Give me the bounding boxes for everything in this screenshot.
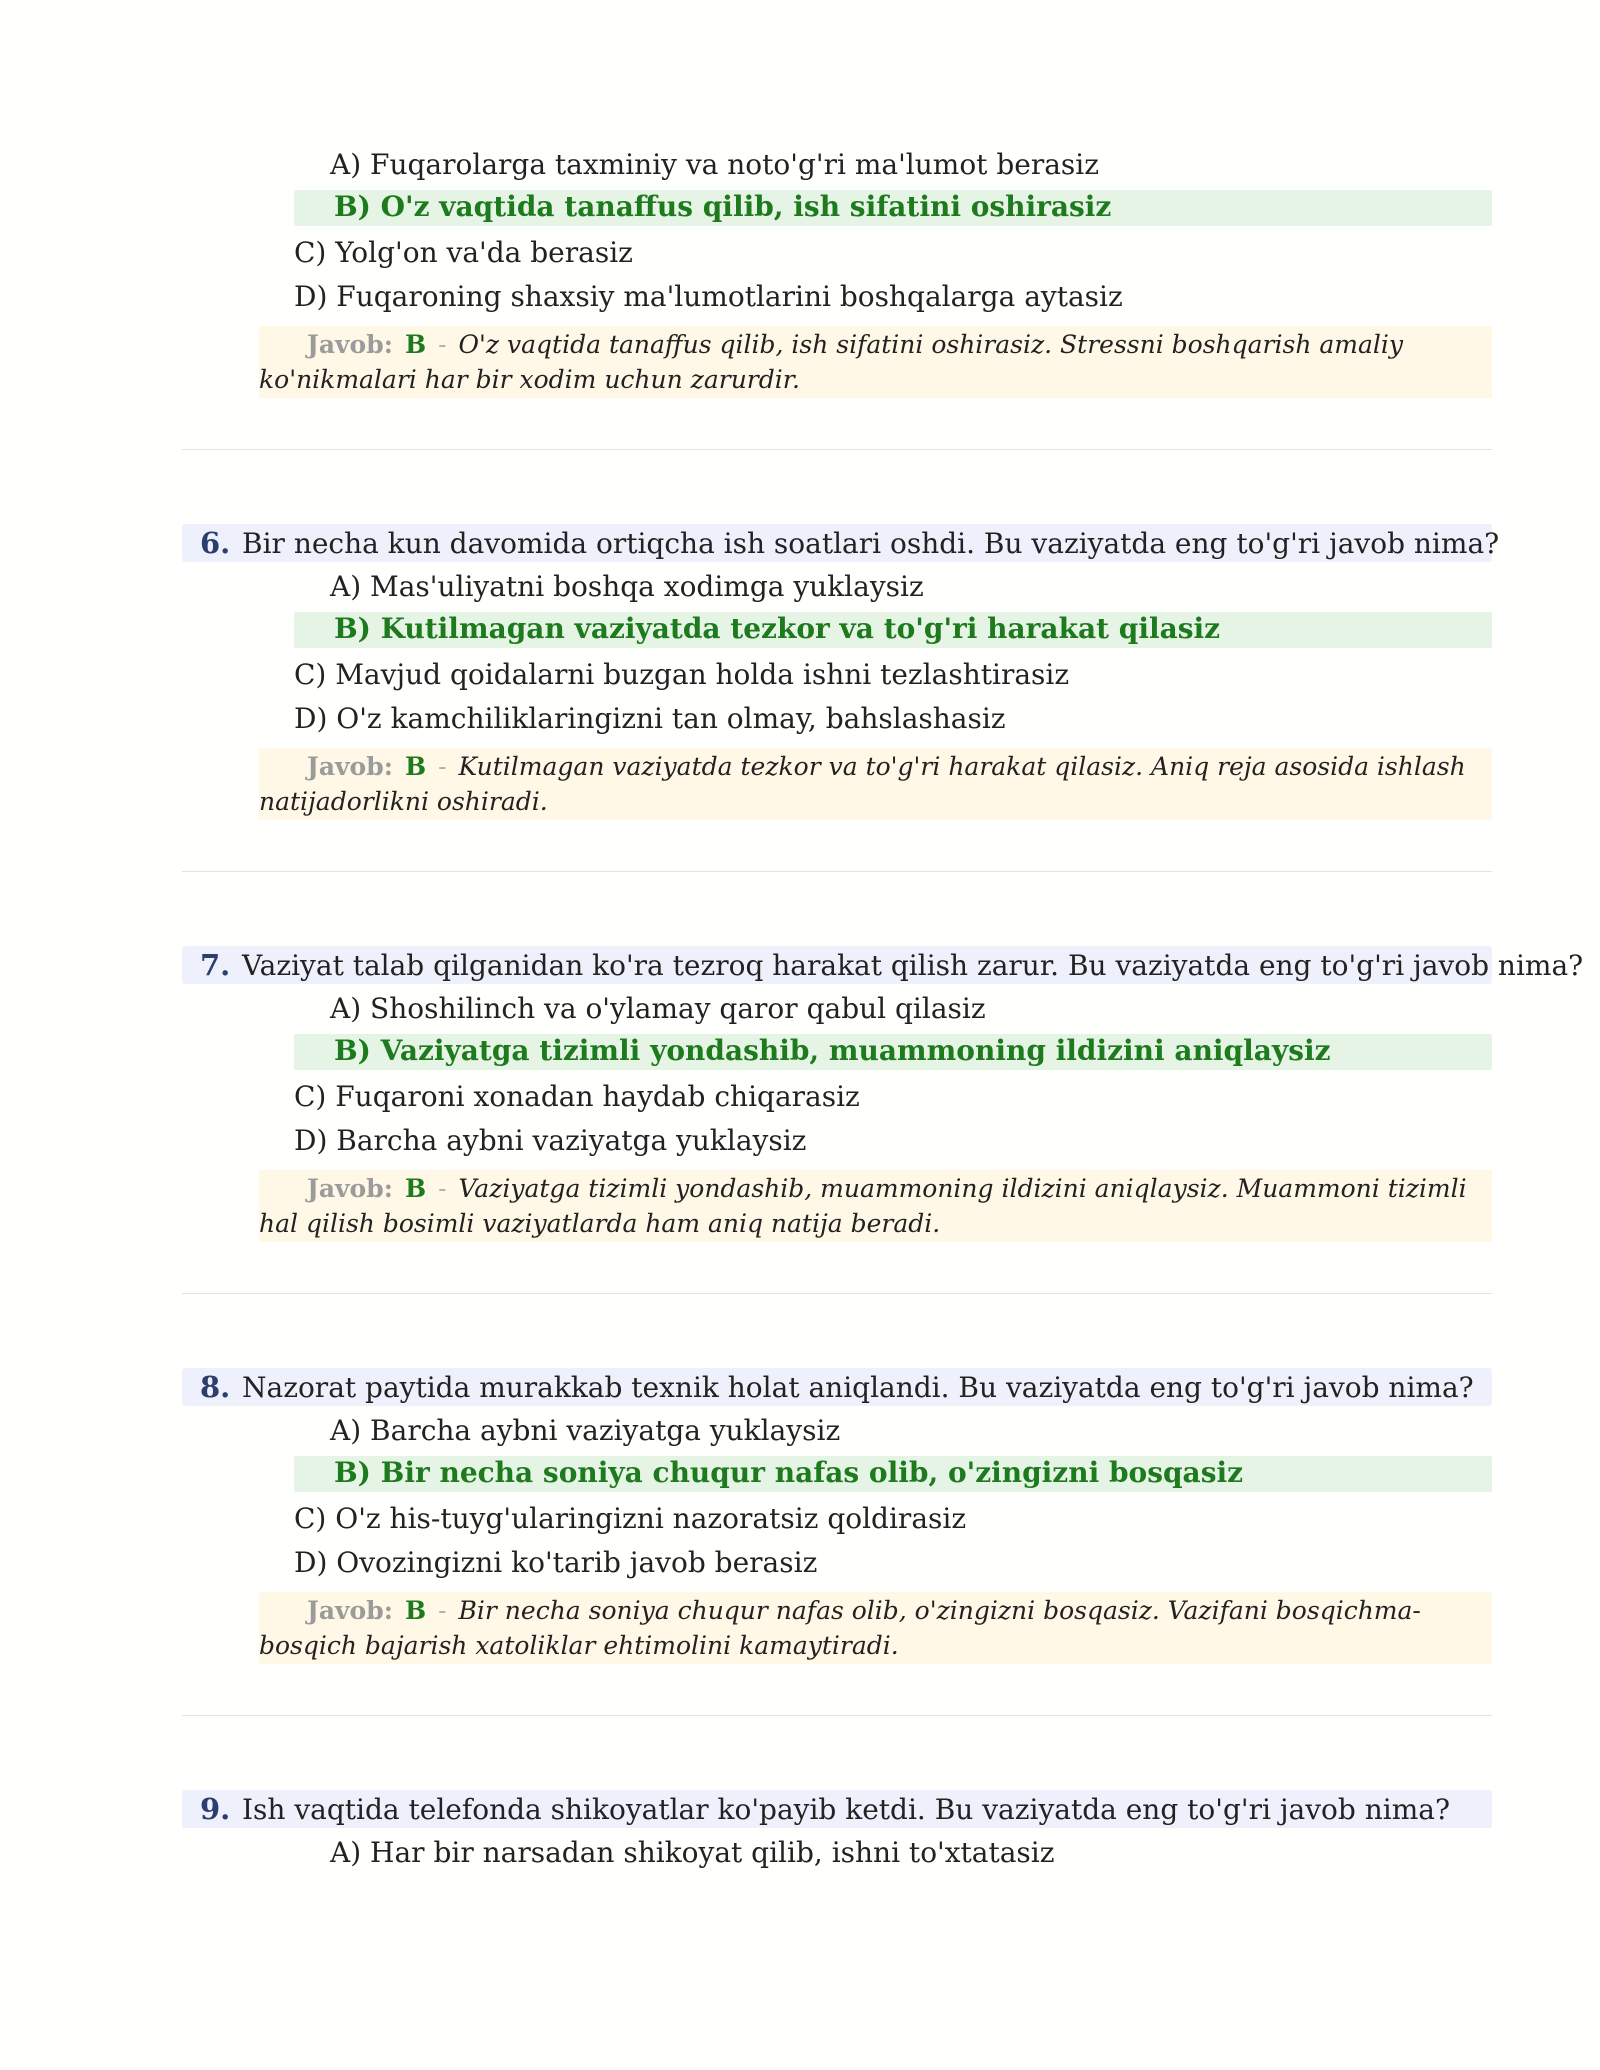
option-d: D) Ovozingizni ko'tarib javob berasiz <box>294 1546 818 1579</box>
option-a: A) Fuqarolarga taxminiy va noto'g'ri ma'lumot berasiz <box>330 148 1099 181</box>
answer-explanation: O'z vaqtida tanaffus qilib, ish sifatini oshirasiz. Stressni boshqarish amaliy ko'nikmalari har bir xodim uchun zarurdir. <box>259 330 1404 394</box>
question-line <box>182 1790 1492 1828</box>
answer-box <box>259 326 1492 398</box>
option-c: C) Mavjud qoidalarni buzgan holda ishni tezlashtirasiz <box>294 658 1070 691</box>
question-text: Ish vaqtida telefonda shikoyatlar ko'payib ketdi. Bu vaziyatda eng to'g'ri javob nima? <box>242 1793 1450 1826</box>
answer-letter: B <box>404 752 427 781</box>
answer-label: Javob: <box>307 1174 393 1203</box>
question-text: Bir necha kun davomida ortiqcha ish soatlari oshdi. Bu vaziyatda eng to'g'ri javob nima? <box>242 527 1500 560</box>
answer-dash: - <box>438 1174 447 1203</box>
question-text: Nazorat paytida murakkab texnik holat aniqlandi. Bu vaziyatda eng to'g'ri javob nima? <box>242 1371 1474 1404</box>
option-d: D) Fuqaroning shaxsiy ma'lumotlarini boshqalarga aytasiz <box>294 280 1123 313</box>
answer-dash: - <box>438 752 447 781</box>
answer-box <box>259 1592 1492 1664</box>
question-number: 8. <box>200 1370 231 1404</box>
answer-label: Javob: <box>307 330 393 359</box>
answer-letter: B <box>404 1174 427 1203</box>
divider <box>182 1715 1492 1716</box>
option-d: D) Barcha aybni vaziyatga yuklaysiz <box>294 1124 807 1157</box>
option-b-correct <box>294 1456 1492 1492</box>
answer-label: Javob: <box>307 752 393 781</box>
option-b-correct <box>294 612 1492 648</box>
answer-explanation: Kutilmagan vaziyatda tezkor va to'g'ri harakat qilasiz. Aniq reja asosida ishlash natijadorlikni oshiradi. <box>259 752 1466 816</box>
option-b-label: B) Vaziyatga tizimli yondashib, muammoning ildizini aniqlaysiz <box>334 1034 1331 1067</box>
option-c: C) Fuqaroni xonadan haydab chiqarasiz <box>294 1080 860 1113</box>
option-d: D) O'z kamchiliklaringizni tan olmay, bahslashasiz <box>294 702 1006 735</box>
answer-box <box>259 748 1492 820</box>
question-number: 7. <box>200 948 231 982</box>
question-number: 9. <box>200 1792 231 1826</box>
option-a: A) Barcha aybni vaziyatga yuklaysiz <box>330 1414 841 1447</box>
question-line <box>182 946 1584 984</box>
divider <box>182 449 1492 450</box>
divider <box>182 1293 1492 1294</box>
answer-explanation: Vaziyatga tizimli yondashib, muammoning ildizini aniqlaysiz. Muammoni tizimli hal qilish bosimli vaziyatlarda ham aniq natija beradi. <box>259 1174 1467 1238</box>
answer-explanation: Bir necha soniya chuqur nafas olib, o'zingizni bosqasiz. Vazifani bosqichma-bosqich bajarish xatoliklar ehtimolini kamaytiradi. <box>259 1596 1421 1660</box>
answer-dash: - <box>438 330 447 359</box>
option-b-label: B) O'z vaqtida tanaffus qilib, ish sifatini oshirasiz <box>334 190 1112 223</box>
option-a: A) Har bir narsadan shikoyat qilib, ishni to'xtatasiz <box>330 1836 1055 1869</box>
answer-letter: B <box>404 1596 427 1625</box>
option-a: A) Mas'uliyatni boshqa xodimga yuklaysiz <box>330 570 924 603</box>
option-b-correct <box>294 190 1492 226</box>
question-text: Vaziyat talab qilganidan ko'ra tezroq harakat qilish zarur. Bu vaziyatda eng to'g'ri javob nima? <box>242 949 1584 982</box>
option-b-label: B) Bir necha soniya chuqur nafas olib, o'zingizni bosqasiz <box>334 1456 1243 1489</box>
option-b-correct <box>294 1034 1492 1070</box>
answer-label: Javob: <box>307 1596 393 1625</box>
answer-dash: - <box>438 1596 447 1625</box>
option-c: C) Yolg'on va'da berasiz <box>294 236 633 269</box>
question-line <box>182 1368 1492 1406</box>
answer-letter: B <box>404 330 427 359</box>
option-c: C) O'z his-tuyg'ularingizni nazoratsiz qoldirasiz <box>294 1502 967 1535</box>
option-a: A) Shoshilinch va o'ylamay qaror qabul qilasiz <box>330 992 986 1025</box>
answer-box <box>259 1170 1492 1242</box>
question-number: 6. <box>200 526 231 560</box>
question-line <box>182 524 1500 562</box>
option-b-label: B) Kutilmagan vaziyatda tezkor va to'g'ri harakat qilasiz <box>334 612 1221 645</box>
divider <box>182 871 1492 872</box>
